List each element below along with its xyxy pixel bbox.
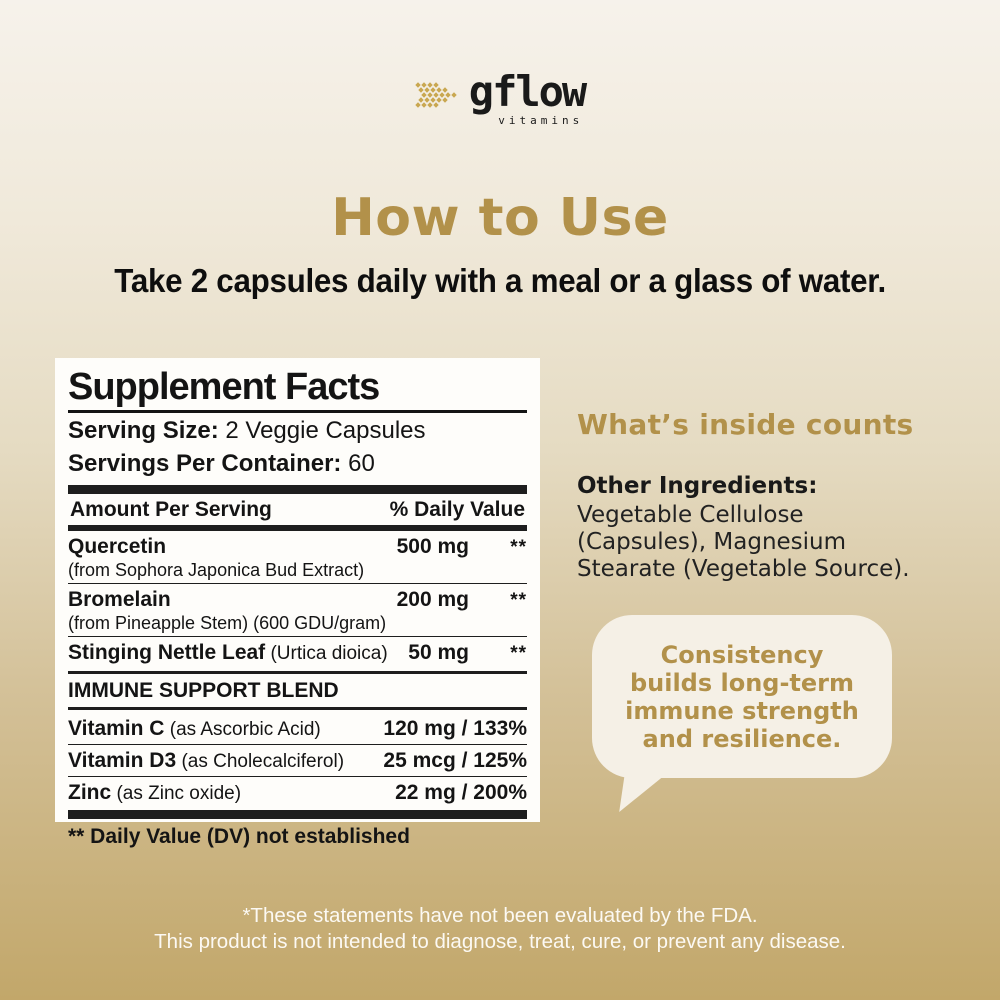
daily-value-footnote: ** Daily Value (DV) not established <box>68 825 410 848</box>
serving-size-line: Serving Size: 2 Veggie Capsules <box>68 417 426 444</box>
page-title: How to Use <box>331 188 669 248</box>
nutrient-row-vitamin-c: Vitamin C (as Ascorbic Acid) 120 mg / 133% <box>68 717 527 740</box>
divider-thick <box>68 485 527 494</box>
nutrient-row-stinging-nettle: Stinging Nettle Leaf (Urtica dioica) 50 mg ** <box>68 636 527 668</box>
supplement-facts-title: Supplement Facts <box>68 366 527 413</box>
col-daily-value: % Daily Value <box>389 498 525 521</box>
nutrient-row-zinc: Zinc (as Zinc oxide) 22 mg / 200% <box>68 776 527 808</box>
brand-name: gflow <box>468 67 586 116</box>
nutrient-row-bromelain: Bromelain 200 mg ** (from Pineapple Stem) (600 GDU/gram) <box>68 583 527 636</box>
divider-thick <box>68 810 527 819</box>
col-amount-per-serving: Amount Per Serving <box>70 498 272 521</box>
fda-disclaimer <box>0 903 1000 955</box>
other-ingredients-text: Vegetable Cellulose (Capsules), Magnesium Stearate (Vegetable Source). <box>577 502 910 582</box>
quote-text: Consistency builds long-term immune strength and resilience. <box>625 640 859 753</box>
servings-per-container-line: Servings Per Container: 60 <box>68 450 375 477</box>
nutrient-row-vitamin-d3: Vitamin D3 (as Cholecalciferol) 25 mcg / 125% <box>68 744 527 776</box>
table-column-headers <box>68 494 527 525</box>
nutrient-row-quercetin: Quercetin 500 mg ** (from Sophora Japonica Bud Extract) <box>68 535 527 580</box>
supplement-facts-panel <box>55 358 540 848</box>
other-ingredients-label: Other Ingredients: <box>577 473 818 499</box>
brand-logo <box>0 67 1000 127</box>
inside-counts-heading: What’s inside counts <box>577 408 914 441</box>
chevron-dots-icon <box>415 82 459 109</box>
brand-tagline: vitamins <box>498 114 584 127</box>
quote-bubble <box>592 615 892 778</box>
usage-instruction: Take 2 capsules daily with a meal or a glass of water. <box>114 262 886 299</box>
section-immune-support-blend: IMMUNE SUPPORT BLEND <box>68 671 527 710</box>
disclaimer-line-2: This product is not intended to diagnose, treat, cure, or prevent any disease. <box>154 930 846 953</box>
right-column <box>577 408 962 583</box>
disclaimer-line-1: *These statements have not been evaluated by the FDA. <box>242 904 758 927</box>
